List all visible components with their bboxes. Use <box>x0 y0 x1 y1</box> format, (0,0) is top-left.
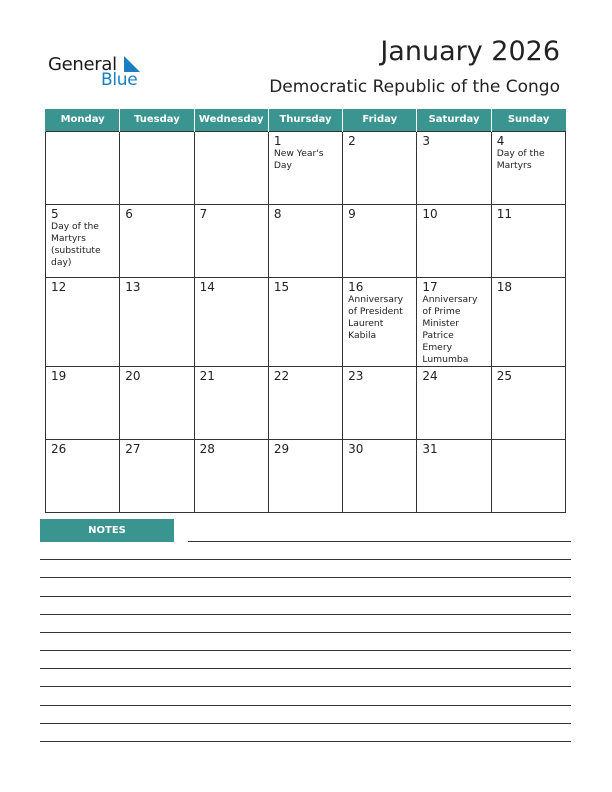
notes-line <box>40 668 571 669</box>
day-number: 8 <box>273 206 282 221</box>
day-number: 13 <box>125 279 141 294</box>
weekday-header: Tuesday <box>120 109 194 131</box>
day-number: 26 <box>51 441 67 456</box>
notes-line <box>40 723 571 724</box>
day-cell <box>120 277 194 366</box>
day-number: 4 <box>496 133 505 148</box>
weekday-header: Thursday <box>268 109 342 131</box>
notes-line <box>40 614 571 615</box>
day-cell <box>194 439 268 512</box>
day-number: 15 <box>273 279 290 294</box>
day-cell <box>268 277 342 366</box>
day-cell <box>46 131 120 204</box>
notes-line <box>188 541 571 542</box>
calendar-body <box>46 131 566 512</box>
month-calendar <box>45 109 566 513</box>
calendar-title: January 2026 <box>380 36 560 67</box>
holiday-label: New Year's Day <box>273 147 324 171</box>
day-cell <box>491 277 565 366</box>
holiday-label: Day of the Martyrs (substitute day) <box>51 220 101 268</box>
holiday-label: Anniversary of Prime Minister Patrice Emery Lumumba <box>422 293 478 365</box>
day-number: 16 <box>348 279 364 294</box>
day-cell <box>120 366 194 439</box>
holiday-label: Day of the Martyrs <box>496 147 545 171</box>
day-cell <box>46 366 120 439</box>
notes-line <box>40 741 571 742</box>
day-cell <box>120 131 194 204</box>
day-number: 20 <box>125 368 141 383</box>
holiday-label: Anniversary of President Laurent Kabila <box>348 293 404 341</box>
week-row <box>46 204 566 277</box>
day-cell <box>46 439 120 512</box>
day-cell <box>491 439 565 512</box>
weekday-header-row <box>46 109 566 131</box>
day-cell <box>417 439 491 512</box>
day-cell <box>268 366 342 439</box>
day-number: 23 <box>348 368 364 383</box>
day-number: 27 <box>125 441 141 456</box>
day-cell <box>417 131 491 204</box>
day-number: 1 <box>273 133 282 148</box>
day-number: 5 <box>51 206 59 221</box>
weekday-header: Friday <box>343 109 417 131</box>
weekday-header: Monday <box>46 109 120 131</box>
day-cell <box>194 366 268 439</box>
day-cell <box>417 277 491 366</box>
day-number: 17 <box>422 279 438 294</box>
day-cell <box>194 131 268 204</box>
day-cell <box>491 366 565 439</box>
notes-line <box>40 596 571 597</box>
day-cell <box>120 439 194 512</box>
day-cell <box>268 204 342 277</box>
notes-line <box>40 705 571 706</box>
day-number: 6 <box>125 206 133 221</box>
day-number: 18 <box>496 279 512 294</box>
day-cell <box>343 439 417 512</box>
notes-line <box>40 559 571 560</box>
day-cell <box>194 277 268 366</box>
notes-line <box>40 650 571 651</box>
day-cell <box>194 204 268 277</box>
day-cell <box>268 131 342 204</box>
generalblue-logo <box>48 54 148 90</box>
day-cell <box>46 204 120 277</box>
day-number: 2 <box>348 133 356 148</box>
day-cell <box>491 204 565 277</box>
week-row <box>46 277 566 366</box>
week-row <box>46 439 566 512</box>
day-number: 29 <box>273 441 290 456</box>
day-cell <box>268 439 342 512</box>
notes-line <box>40 632 571 633</box>
notes-label: NOTES <box>40 519 174 542</box>
day-cell <box>417 204 491 277</box>
day-number: 9 <box>348 206 356 221</box>
logo-text-general: General <box>48 54 117 75</box>
weekday-header: Saturday <box>417 109 491 131</box>
day-number: 7 <box>199 206 208 221</box>
day-number: 14 <box>199 279 215 294</box>
weekday-header: Wednesday <box>194 109 268 131</box>
day-number: 22 <box>273 368 290 383</box>
day-number: 30 <box>348 441 364 456</box>
day-number: 25 <box>496 368 512 383</box>
day-number: 10 <box>422 206 438 221</box>
week-row <box>46 366 566 439</box>
day-number: 24 <box>422 368 438 383</box>
day-number: 19 <box>51 368 67 383</box>
day-cell <box>343 204 417 277</box>
day-cell <box>343 131 417 204</box>
week-row <box>46 131 566 204</box>
notes-line <box>40 577 571 578</box>
day-cell <box>343 366 417 439</box>
day-number: 21 <box>199 368 215 383</box>
day-number: 3 <box>422 133 431 148</box>
day-number: 11 <box>496 206 512 221</box>
day-cell <box>343 277 417 366</box>
day-cell <box>120 204 194 277</box>
country-subtitle: Democratic Republic of the Congo <box>269 77 560 97</box>
day-number: 31 <box>422 441 438 456</box>
weekday-header: Sunday <box>491 109 565 131</box>
day-number: 12 <box>51 279 67 294</box>
notes-line <box>40 686 571 687</box>
day-cell <box>46 277 120 366</box>
day-number: 28 <box>199 441 215 456</box>
logo-text-blue: Blue <box>101 70 138 90</box>
day-cell <box>417 366 491 439</box>
day-cell <box>491 131 565 204</box>
